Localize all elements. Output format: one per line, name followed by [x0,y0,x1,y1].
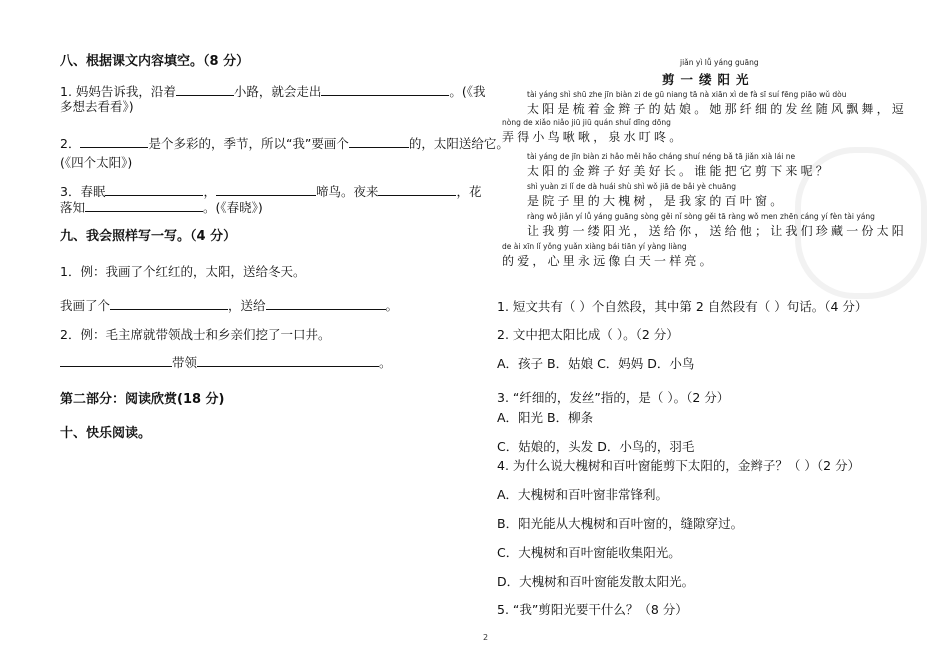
q8-3-line1 [60,184,482,200]
fill-blank[interactable] [266,298,386,310]
fill-blank[interactable] [378,184,456,196]
passage-line: 是院子里的大槐树，是我家的百叶窗。 [527,194,786,208]
pinyin-line: tài yáng de jīn biàn zi hǎo měi hǎo cháng shuí néng bǎ tā jiǎn xià lái ne [527,152,796,161]
question-5: 5. “我”剪阳光要干什么？（8 分） [497,602,688,617]
fill-blank[interactable] [80,136,148,148]
q8-3-text-a: 3．春眠 [60,184,106,199]
q8-3-text-c: 啼鸟。夜来 [315,184,379,199]
fill-blank[interactable] [197,355,379,367]
question-3-options-2[interactable]: C．姑娘的，头发 D．小鸟的，羽毛 [497,439,695,454]
fill-blank[interactable] [216,184,316,196]
pinyin-line: nòng de xiǎo niǎo jiū jiū quán shuǐ dīng dōng [502,118,671,127]
question-4: 4. 为什么说大槐树和百叶窗能剪下太阳的，金辫子？（ ）（2 分） [497,458,861,473]
q8-1-line2: 多想去看看》) [60,99,134,114]
q9-1-example: 1．例：我画了个红红的，太阳，送给冬天。 [60,264,306,279]
passage-line: 弄得小鸟啾啾，泉水叮咚。 [502,130,685,144]
question-4-option-c[interactable]: C．大槐树和百叶窗能收集阳光。 [497,545,681,560]
q9-1-text-c: 。 [385,298,399,313]
q8-2-text-a: 2． [60,136,81,151]
q9-2-example: 2．例：毛主席就带领战士和乡亲们挖了一口井。 [60,327,331,342]
fill-blank[interactable] [110,298,228,310]
q8-3-text-d: ，花 [456,184,482,199]
pinyin-line: de ài xīn lǐ yǒng yuǎn xiàng bái tiān yí yàng liàng [502,242,687,251]
q10-heading: 十、快乐阅读。 [60,426,152,441]
fill-blank[interactable] [321,84,449,96]
fill-blank[interactable] [176,84,234,96]
q8-1-text-b: 小路，就会走出 [233,84,322,99]
pinyin-line: shì yuàn zi lǐ de dà huái shù shì wǒ jiā de bǎi yè chuāng [527,182,737,191]
question-4-option-b[interactable]: B．阳光能从大槐树和百叶窗的，缝隙穿过。 [497,516,744,531]
q8-2-line1 [60,136,509,152]
pinyin-line: tài yáng shì shū zhe jīn biàn zi de gū niang tā nà xiān xì de fà sī suí fēng piāo wǔ dòu [527,90,847,99]
passage-line: 让我剪一缕阳光，送给你，送给他；让我们珍藏一份太阳 [527,224,908,238]
passage-line: 的爱，心里永远像白天一样亮。 [502,254,715,268]
question-3: 3. “纤细的，发丝”指的，是（ ）。（2 分） [497,390,730,405]
q9-1-answer [60,298,398,314]
passage-line: 太阳是梳着金辫子的姑娘。她那纤细的发丝随风飘舞，逗 [527,102,908,116]
fill-blank[interactable] [85,200,203,212]
q9-2-text-a: 带领 [172,355,198,370]
q8-2-text-c: 的，太阳送给它。 [408,136,509,151]
q8-1-text-c: 。(《我 [449,84,486,99]
q8-heading: 八、根据课文内容填空。（8 分） [60,54,250,69]
question-2-options[interactable]: A．孩子 B．姑娘 C．妈妈 D．小鸟 [497,356,695,371]
fill-blank[interactable] [60,355,172,367]
question-3-options-1[interactable]: A．阳光 B．柳条 [497,410,594,425]
q8-3-line2 [60,200,263,216]
passage-title: 剪一缕阳光 [662,72,755,87]
q8-1-line1 [60,84,486,100]
q8-2-text-b: 是个多彩的，季节，所以“我”要画个 [148,136,349,151]
question-1: 1. 短文共有（ ）个自然段，其中第 2 自然段有（ ）句话。（4 分） [497,299,868,314]
page-number: 2 [483,633,489,642]
q9-heading: 九、我会照样写一写。（4 分） [60,229,237,244]
fill-blank[interactable] [349,136,409,148]
q8-3-text-f: 。(《春晓》) [203,200,263,215]
passage-line: 太阳的金辫子好美好长。谁能把它剪下来呢？ [527,164,832,178]
title-pinyin: jiǎn yì lǚ yáng guāng [680,58,759,67]
q8-2-line2: (《四个太阳》) [60,155,133,170]
question-4-option-d[interactable]: D．大槐树和百叶窗能发散太阳光。 [497,574,695,589]
q9-1-text-a: 我画了个 [60,298,111,313]
question-4-option-a[interactable]: A．大槐树和百叶窗非常锋利。 [497,487,669,502]
part2-heading: 第二部分：阅读欣赏(18 分) [60,392,225,407]
question-2: 2. 文中把太阳比成（ ）。（2 分） [497,327,679,342]
fill-blank[interactable] [105,184,203,196]
q9-2-text-b: 。 [379,355,392,370]
q9-1-text-b: ，送给 [228,298,266,313]
q9-2-answer [60,355,392,371]
pinyin-line: ràng wǒ jiǎn yí lǚ yáng guāng sòng gěi nǐ sòng gěi tā ràng wǒ men zhēn cáng yí fèn tài yáng [527,212,875,221]
q8-3-text-b: ， [203,184,216,199]
q8-3-text-e: 落知 [60,200,86,215]
q8-1-text-a: 1. 妈妈告诉我，沿着 [60,84,176,99]
